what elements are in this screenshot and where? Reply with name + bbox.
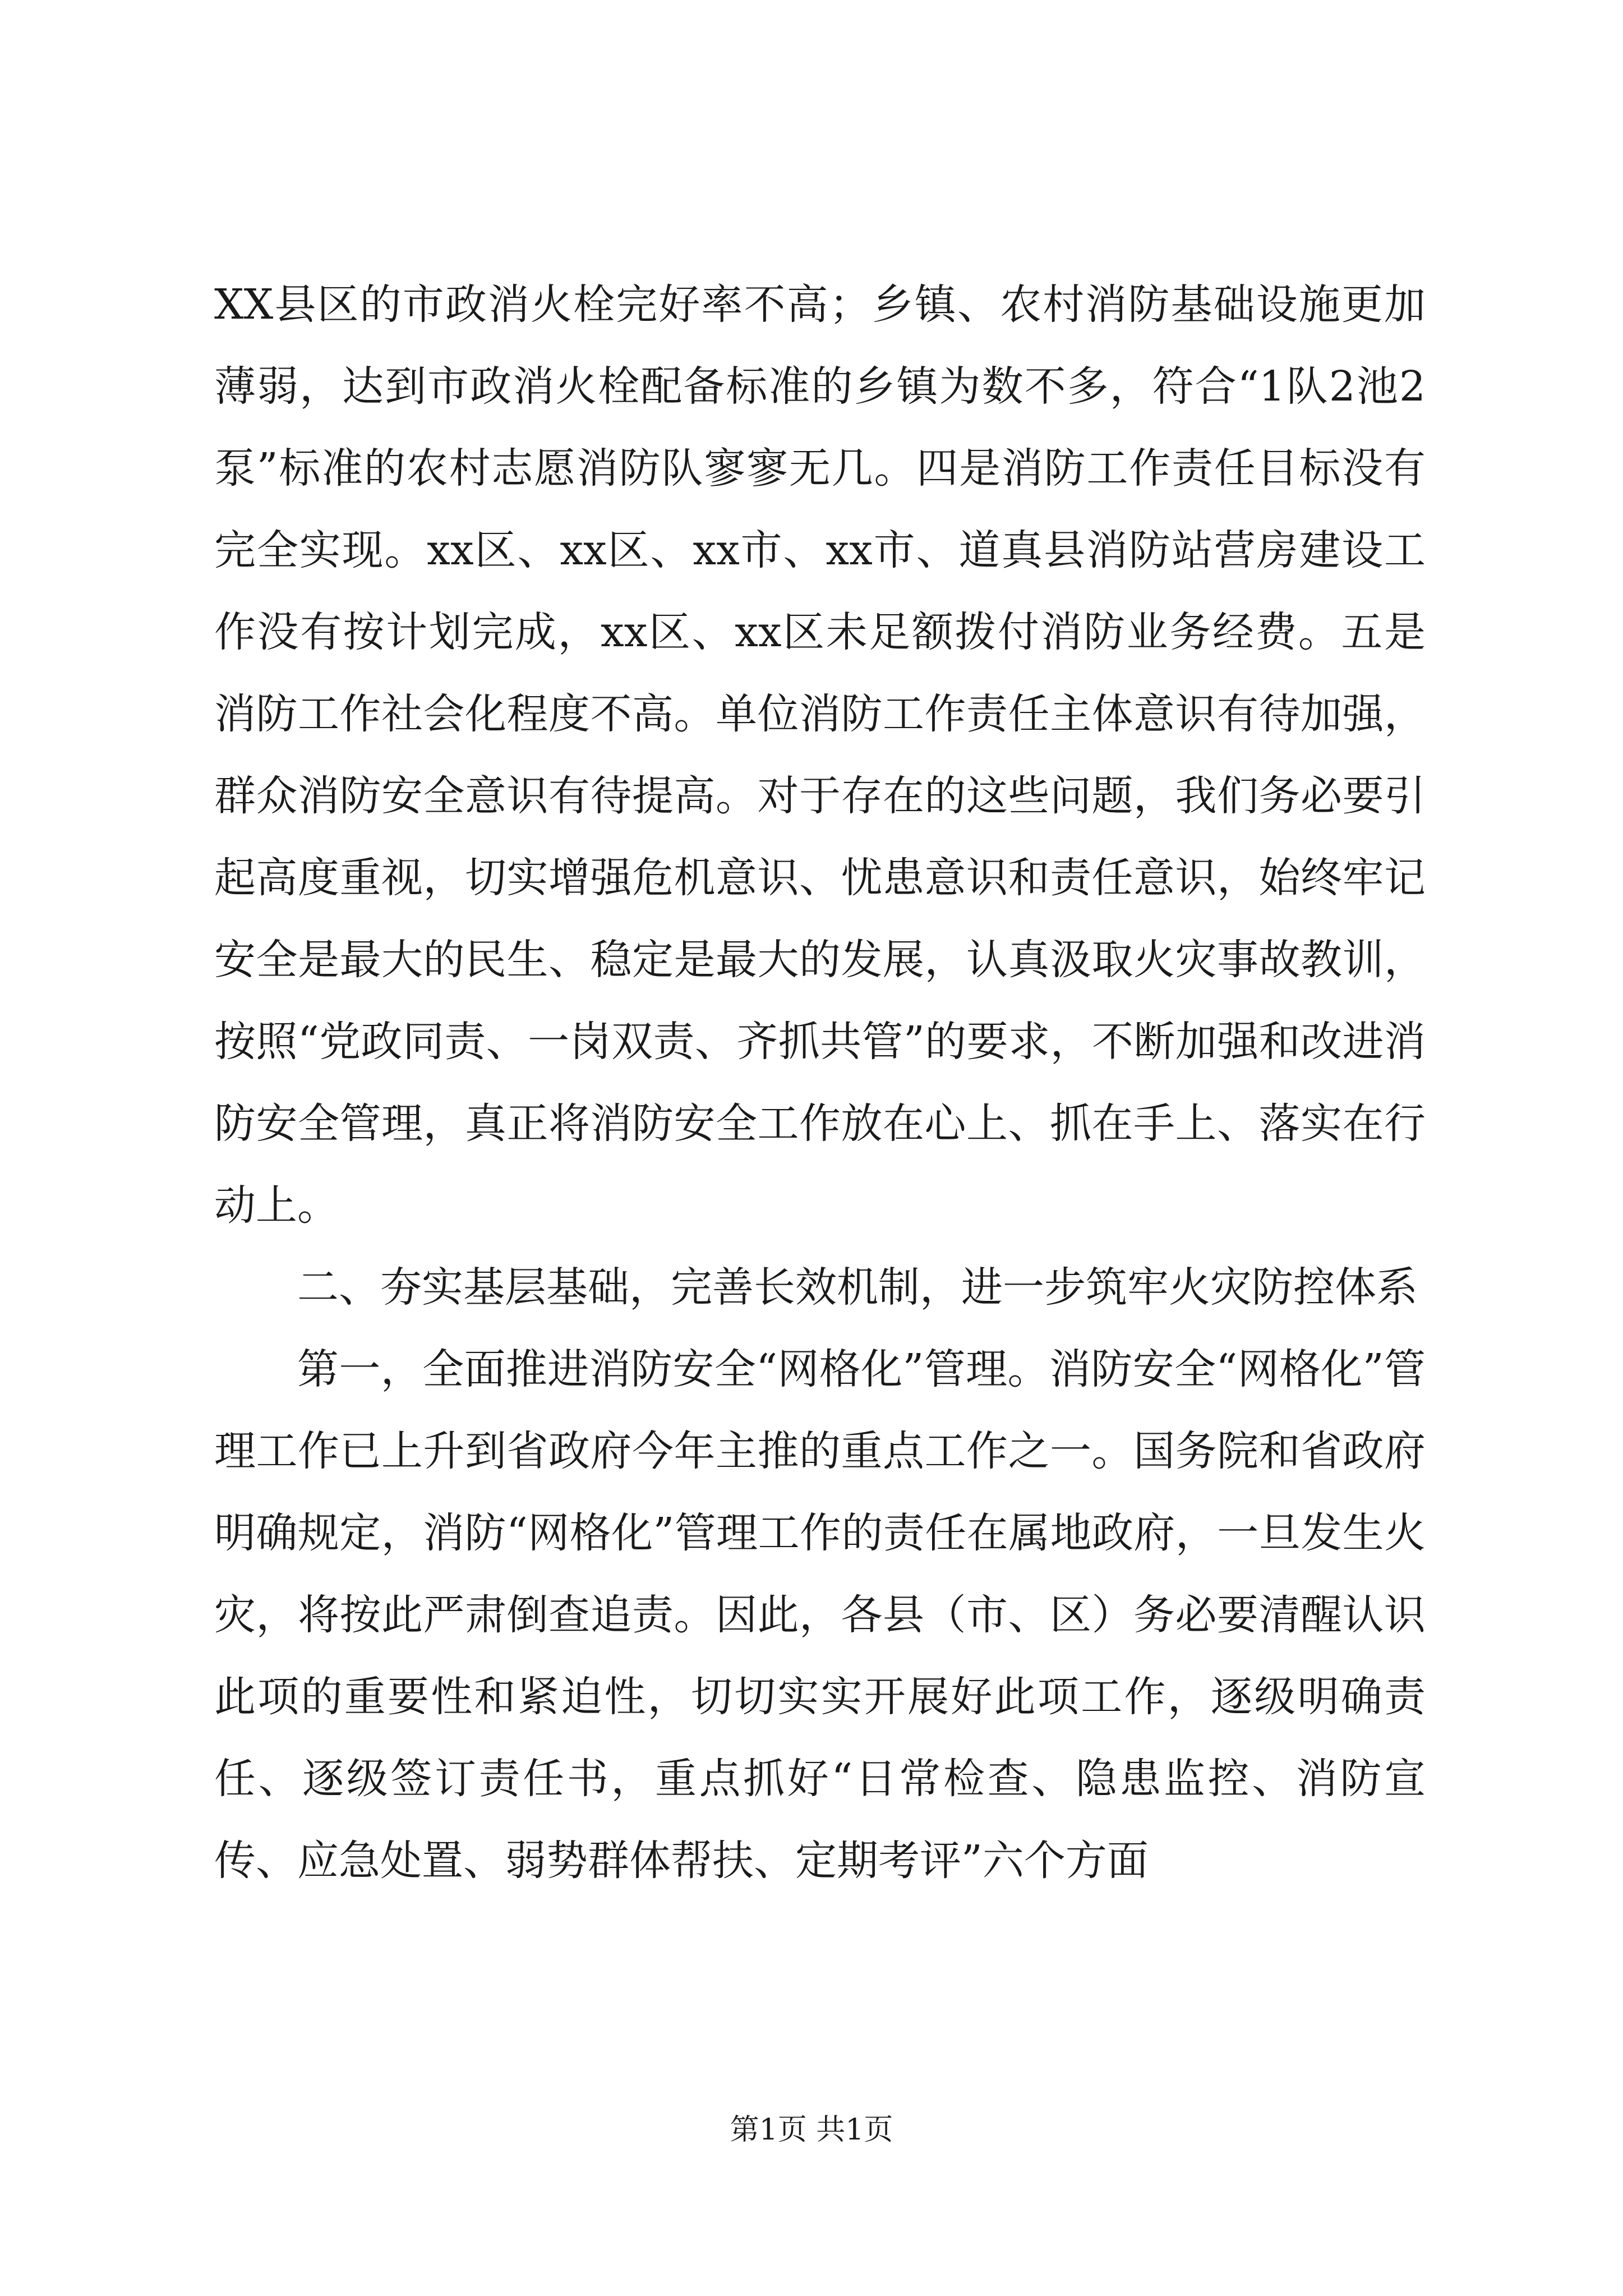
- paragraph: 第一，全面推进消防安全“网格化”管理。消防安全“网格化”管理工作已上升到省政府今年主推的重点工作之一。国务院和省政府明确规定，消防“网格化”管理工作的责任在属地政府，一旦发生火灾，将按此严肃倒查追责。因此，各县（市、区）务必要清醒认识此项的重要性和紧迫性，切切实实开展好此项工作，逐级明确责任、逐级签订责任书，重点抓好“日常检查、隐患监控、消防宣传、应急处置、弱势群体帮扶、定期考评”六个方面: [214, 1345, 1426, 1885]
- page-number: 第1页 共1页: [730, 2113, 893, 2147]
- page-footer: [0, 2110, 1623, 2150]
- document-body: [214, 264, 1426, 1902]
- section-heading: 二、夯实基层基础，完善长效机制，进一步筑牢火灾防控体系: [297, 1263, 1418, 1312]
- paragraph-continuation: XX县区的市政消火栓完好率不高；乡镇、农村消防基础设施更加薄弱，达到市政消火栓配备标准的乡镇为数不多，符合“1队2池2泵”标准的农村志愿消防队寥寥无几。四是消防工作责任目标没有完全实现。xx区、xx区、xx市、xx市、道真县消防站营房建设工作没有按计划完成，xx区、xx区未足额拨付消防业务经费。五是消防工作社会化程度不高。单位消防工作责任主体意识有待加强，群众消防安全意识有待提高。对于存在的这些问题，我们务必要引起高度重视，切实增强危机意识、忧患意识和责任意识，始终牢记安全是最大的民生、稳定是最大的发展，认真汲取火灾事故教训，按照“党政同责、一岗双责、齐抓共管”的要求，不断加强和改进消防安全管理，真正将消防安全工作放在心上、抓在手上、落实在行动上。: [214, 280, 1426, 1230]
